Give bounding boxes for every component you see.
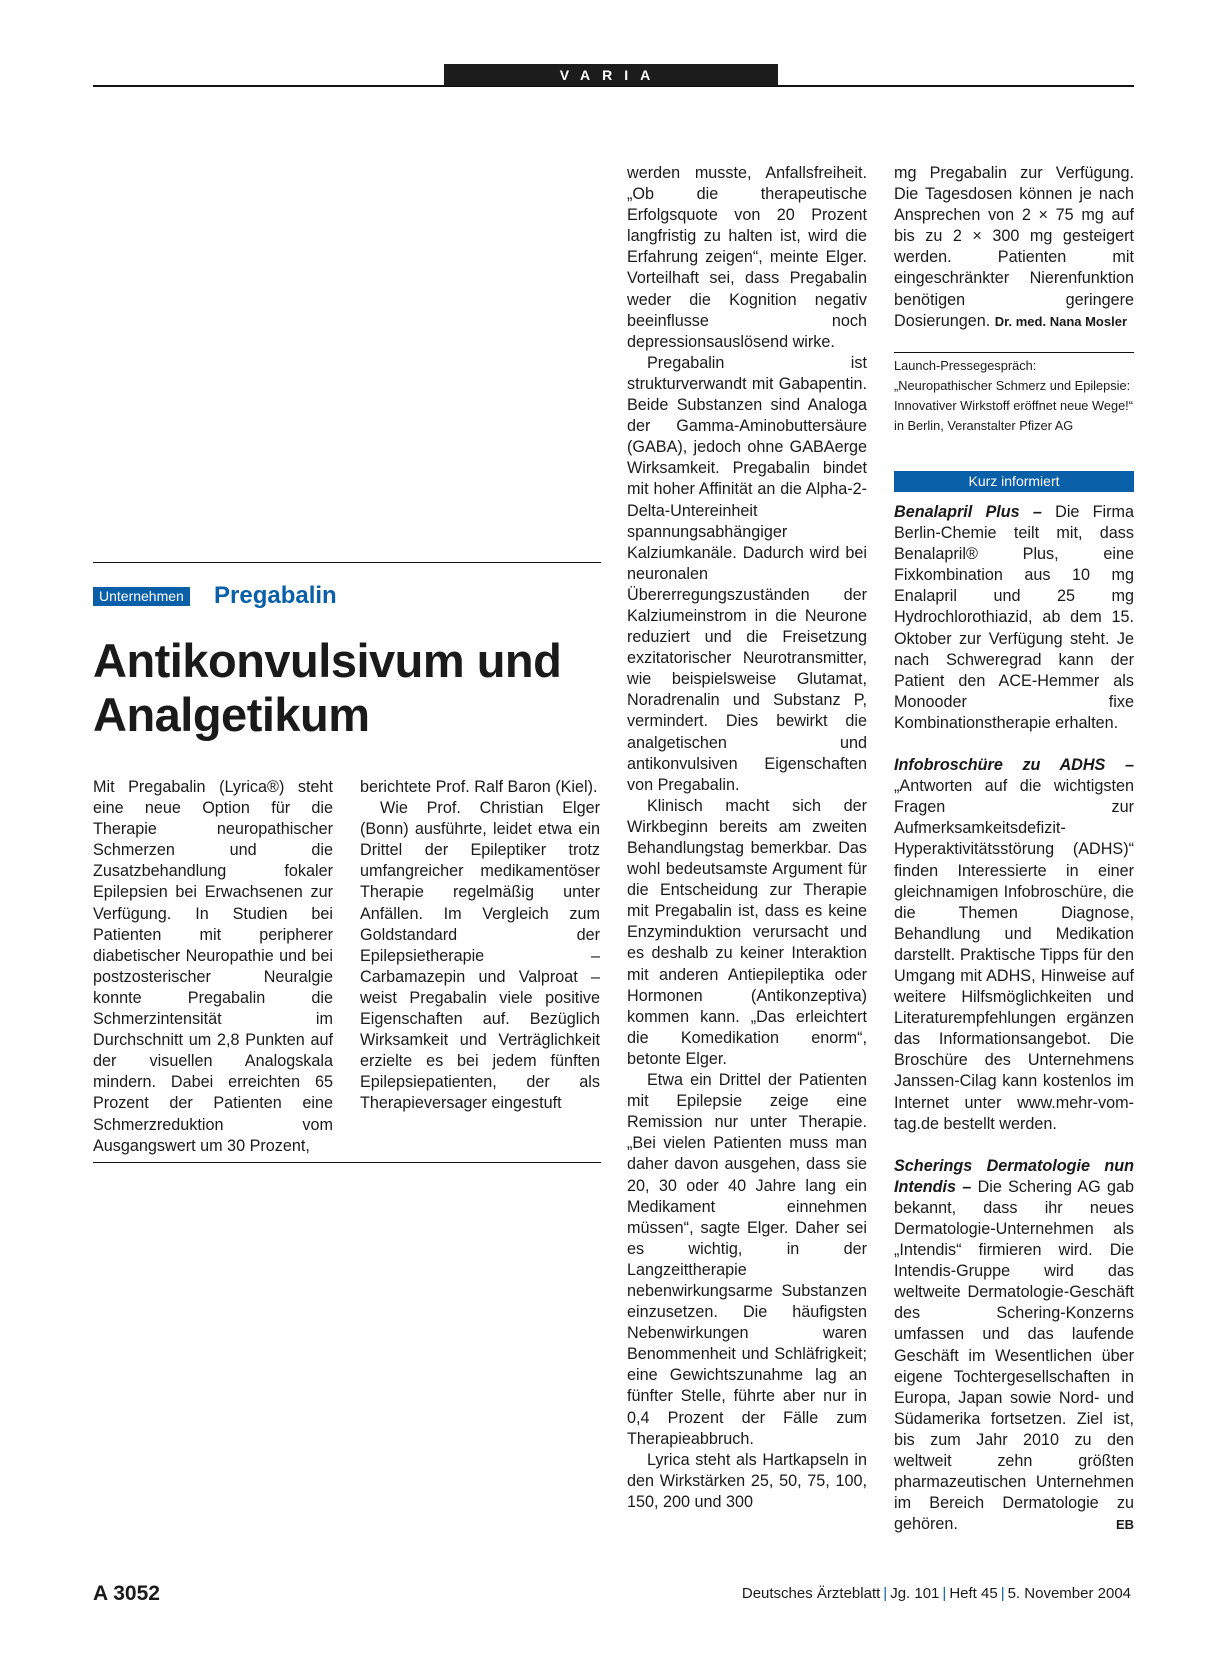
news-item-head: Infobroschüre zu ADHS – xyxy=(894,756,1134,775)
paragraph xyxy=(894,163,1134,332)
paragraph: berichtete Prof. Ralf Baron (Kiel). xyxy=(360,778,598,796)
paragraph: Mit Pregabalin (Lyrica®) steht eine neue Option für die Therapie neuropathischer Schmerzen und die Zusatzbehandlung fokaler Epilepsien bei Erwachsenen zur Verfügung. In Studien bei Patienten mit peripherer diabetischer Neuropathie und bei postzosterischer Neuralgie konnte Pregabalin die Schmerzintensität im Durchschnitt um 2,8 Punkten auf der visuellen Analogskala mindern. Dabei erreichten 65 Prozent der Patienten eine Schmerzreduktion vom Ausgangswert um 30 Prozent, xyxy=(93,778,333,1155)
news-item xyxy=(894,755,1134,1135)
separator: | xyxy=(942,1585,947,1602)
journal-info xyxy=(742,1584,1131,1604)
article-column-2 xyxy=(360,777,600,1115)
news-item-text: Die Schering AG gab bekannt, dass ihr neues Dermatologie-Unternehmen als „Intendis“ firmieren wird. Die Intendis-Gruppe wird das weltweite Dermatologie-Geschäft des Schering-Konzerns umfassen und das laufende Geschäft im Wesentlichen über eigene Tochtergesellschaften in Europa, Japan sowie Nord- und Südamerika fortsetzen. Ziel ist, bis zum Jahr 2010 zu den weltweit zehn größten pharmazeutischen Unternehmen im Bereich Dermatologie zu gehören. xyxy=(894,1177,1134,1534)
news-item xyxy=(894,502,1134,734)
article-column-4 xyxy=(894,163,1134,332)
volume: Jg. 101 xyxy=(890,1585,940,1602)
news-item-head: Scherings Dermatologie nun Intendis – xyxy=(894,1156,1134,1196)
news-item-head: Benalapril Plus – xyxy=(894,503,1042,521)
topic-title: Pregabalin xyxy=(214,582,337,609)
article-column-3 xyxy=(627,163,867,1513)
paragraph: Pregabalin ist strukturverwandt mit Gabapentin. Beide Substanzen sind Analoga der Gamma-Aminobuttersäure (GABA), jedoch ohne GABAerge Wirksamkeit. Pregabalin bindet mit hoher Affinität an die Alpha-2-Delta-Untereinheit spannungsabhängiger Kalziumkanäle. Dadurch wird bei neuronalen Übererregungszuständen der Kalziumeinstrom in die Neurone reduziert und die Freisetzung exzitatorischer Neurotransmitter, wie beispielsweise Glutamat, Noradrenalin und Substanz P, vermindert. Dies bewirkt die analgetischen und antikonvulsiven Eigenschaften von Pregabalin. xyxy=(627,353,867,794)
kurz-informiert-header: Kurz informiert xyxy=(894,471,1134,492)
article-headline: Antikonvulsivum und Analgetikum xyxy=(93,634,562,741)
paragraph: Etwa ein Drittel der Patienten mit Epilepsie zeige eine Remission nur unter Therapie. „Bei vielen Patienten muss man daher davon ausgehen, dass sie 20, 30 oder 40 Jahre lang ein Medikament einnehmen müssen“, sagte Elger. Daher sei es wichtig, in der Langzeittherapie nebenwirkungsarme Substanzen einzusetzen. Die häufigsten Nebenwirkungen waren Benommenheit und Schläfrigkeit; eine Gewichtszunahme lag an fünfter Stelle, führte aber nur in 0,4 Prozent der Fälle zum Therapieabbruch. xyxy=(627,1071,867,1448)
source-note: Launch-Pressegespräch: „Neuropathischer Schmerz und Epilepsie: Innovativer Wirkstoff eröffnet neue Wege!“ in Berlin, Veranstalter Pfizer AG xyxy=(894,358,1133,433)
author-signature: EB xyxy=(1115,1517,1134,1533)
journal-name: Deutsches Ärzteblatt xyxy=(741,1585,881,1602)
kurz-informiert-column xyxy=(894,502,1134,1535)
news-item-text: Die Firma Berlin-Chemie teilt mit, dass Benalapril® Plus, eine Fixkombination aus 10 mg Enalapril und 25 mg Hydrochlorothiazid, ab dem 15. Oktober zur Verfügung steht. Je nach Schweregrad kann der Patient den ACE-Hemmer als Monooder fixe Kombinationstherapie erhalten. xyxy=(894,503,1134,732)
category-badge: Unternehmen xyxy=(93,587,190,606)
paragraph: Lyrica steht als Hartkapseln in den Wirkstärken 25, 50, 75, 100, 150, 200 und 300 xyxy=(627,1450,867,1511)
news-item xyxy=(894,1156,1134,1536)
date: 5. November 2004 xyxy=(1007,1585,1131,1602)
paragraph-text: mg Pregabalin zur Verfügung. Die Tagesdosen können je nach Ansprechen von 2 × 75 mg auf bis zu 2 × 300 mg gesteigert werden. Patienten mit eingeschränkter Nierenfunktion benötigen geringere Dosierungen. xyxy=(894,164,1134,330)
separator: | xyxy=(1000,1585,1005,1602)
section-label: VARIA xyxy=(444,64,778,86)
article-column-1 xyxy=(93,777,333,1157)
author-signature: Dr. med. Nana Mosler xyxy=(994,313,1128,329)
separator: | xyxy=(883,1585,888,1602)
news-item-text: „Antworten auf die wichtigsten Fragen zur Aufmerksamkeitsdefizit-Hyperaktivitätsstörung (ADHS)“ finden Interessierte in einer gleichnamigen Infobroschüre, die die Themen Diagnose, Behandlung und Medikation darstellt. Praktische Tipps für den Umgang mit ADHS, Hinweise auf weitere Hilfsmöglichkeiten und Literaturempfehlungen ergänzen das Informationsangebot. Die Broschüre des Unternehmens Janssen-Cilag kann kostenlos im Internet unter www.mehr-vom-tag.de bestellt werden. xyxy=(894,777,1134,1133)
headline-top-rule xyxy=(93,562,601,563)
issue: Heft 45 xyxy=(949,1585,998,1602)
column-bottom-rule xyxy=(93,1162,601,1163)
paragraph: werden musste, Anfallsfreiheit. „Ob die therapeutische Erfolgsquote von 20 Prozent langfristig zu halten ist, wird die Erfahrung zeigen“, meinte Elger. Vorteilhaft sei, dass Pregabalin weder die Kognition negativ beeinflusse noch depressionsauslösend wirke. xyxy=(627,164,867,351)
paragraph: Klinisch macht sich der Wirkbeginn bereits am zweiten Behandlungstag bemerkbar. Das wohl bedeutsamste Argument für die Entscheidung zur Therapie mit Pregabalin ist, dass es keine Enzyminduktion verursacht und es deshalb zu keiner Interaktion mit anderen Antiepileptika oder Hormonen (Antikonzeptiva) kommen kann. „Das erleichtert die Komedikation enorm“, betonte Elger. xyxy=(627,796,867,1068)
paragraph: Wie Prof. Christian Elger (Bonn) ausführte, leidet etwa ein Drittel der Epileptiker trotz umfangreicher medikamentöser Therapie regelmäßig unter Anfällen. Im Vergleich zum Goldstandard der Epilepsietherapie – Carbamazepin und Valproat – weist Pregabalin viele positive Eigenschaften auf. Bezüglich Wirksamkeit und Verträglichkeit erzielte es bei jedem fünften Epilepsiepatienten, der als Therapieversager eingestuft xyxy=(360,799,600,1113)
page-number: A 3052 xyxy=(93,1582,160,1605)
source-note-rule xyxy=(894,352,1134,353)
